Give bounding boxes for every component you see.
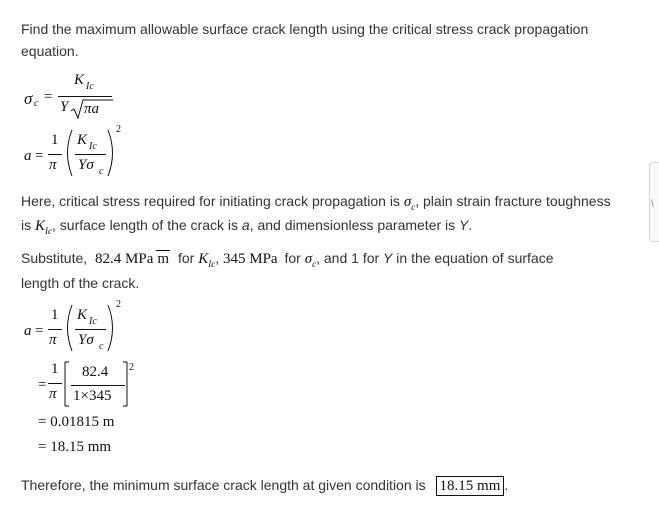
substitute-for-2: for <box>284 250 301 266</box>
conclusion-line <box>21 474 508 497</box>
substitute-y-symbol: Y <box>383 250 393 266</box>
sol-one: 1 <box>51 307 59 323</box>
sigma-value: 345 MPa <box>222 251 278 267</box>
answer-box: 18.15 mm <box>436 476 505 496</box>
k-value: 82.4 MPa <box>95 251 154 267</box>
eq1-fraction-bar <box>58 96 112 97</box>
sol-inner-k: K <box>77 307 88 323</box>
step2-denominator: 1×345 <box>73 388 112 404</box>
substitute-text-1: Substitute, <box>21 250 88 266</box>
side-panel-tab[interactable] <box>649 162 659 242</box>
intro-line-1: Find the maximum allowable surface crack length using the critical stress crack propagation <box>21 21 589 37</box>
k-subscript: Ic <box>45 225 53 236</box>
step2-one: 1 <box>51 361 59 377</box>
step2-power: 2 <box>129 362 134 373</box>
step3-value: = 0.01815 m <box>38 414 115 430</box>
eq2-one: 1 <box>51 132 59 148</box>
eq1-equals: = <box>44 89 53 105</box>
step2-inner-bar <box>71 385 125 386</box>
eq2-inner-bar <box>75 154 106 155</box>
step4-value: = 18.15 mm <box>38 439 112 455</box>
y-symbol: Y <box>459 217 469 233</box>
sigma-symbol: σ <box>403 194 412 210</box>
definitions-text-5: , and dimensionless parameter is <box>249 217 456 233</box>
k-value-radicand: m <box>157 251 170 267</box>
eq2-inner-k-sub: Ic <box>89 141 97 152</box>
definitions-line-2 <box>21 214 472 242</box>
sol-inner-k-sub: Ic <box>89 316 97 327</box>
eq2-inner-sigma-sub: c <box>99 166 104 177</box>
eq1-denominator-y: Y <box>60 99 69 115</box>
step2-numerator: 82.4 <box>82 364 109 380</box>
eq2-equals: = <box>35 148 44 164</box>
eq2-fraction-bar <box>48 154 62 155</box>
definitions-text-2: , plain strain fracture toughness <box>415 193 611 209</box>
eq1-radicand: πa <box>84 101 100 117</box>
sol-inner-sigma-sub: c <box>99 341 104 352</box>
conclusion-period: . <box>504 477 509 493</box>
definitions-text-4: , surface length of the crack is <box>52 217 239 233</box>
eq2-power: 2 <box>116 124 121 135</box>
step2-pi: π <box>49 386 57 402</box>
eq2-inner-k: K <box>77 132 88 148</box>
sol-pi: π <box>49 332 57 348</box>
eq2-pi: π <box>49 157 57 173</box>
substitute-sigma-symbol: σ <box>304 251 313 267</box>
a-symbol: a <box>241 217 250 233</box>
sigma-subscript: c <box>411 201 416 212</box>
substitute-text-2: , and 1 for <box>316 250 380 266</box>
sol-inner-ysigma: Yσ <box>78 332 94 348</box>
sol-inner-bar <box>75 329 106 330</box>
intro-line-2: equation. <box>21 43 79 59</box>
definitions-period: . <box>468 217 473 233</box>
definitions-text-1: Here, critical stress required for initiating crack propagation is <box>21 193 400 209</box>
eq1-numerator-sub: Ic <box>86 81 94 92</box>
conclusion-text: Therefore, the minimum surface crack length at given condition is <box>21 477 426 493</box>
eq2-inner-ysigma: Yσ <box>78 157 94 173</box>
substitute-text-3: in the equation of surface <box>396 250 554 266</box>
substitute-k-subscript: Ic <box>208 258 216 269</box>
sol-lhs-a: a <box>24 323 32 339</box>
side-tab-glyph: \ <box>651 199 654 210</box>
eq1-sigma: σ <box>24 89 33 108</box>
substitute-for-1: for <box>177 250 195 266</box>
definitions-text-3: is <box>21 217 32 233</box>
sol-fraction-bar <box>48 329 62 330</box>
sol-equals: = <box>35 323 44 339</box>
step2-fraction-bar <box>48 383 62 384</box>
substitute-k-symbol: K <box>198 251 209 267</box>
step2-equals: = <box>38 377 47 393</box>
eq1-sigma-sub: c <box>34 98 39 109</box>
eq1-numerator-k: K <box>74 72 85 88</box>
substitute-line-1: Substitute, 82.4 MPa m for $K_{Ic}$, 345 MPa for $\sigma_c$, and 1 for Y in the equation of surface <box>21 250 554 269</box>
sol-power: 2 <box>116 299 121 310</box>
substitute-sigma-subscript: c <box>312 258 317 269</box>
substitute-line-2: length of the crack. <box>21 275 140 291</box>
k-symbol: K <box>35 218 46 234</box>
eq2-lhs-a: a <box>24 148 32 164</box>
